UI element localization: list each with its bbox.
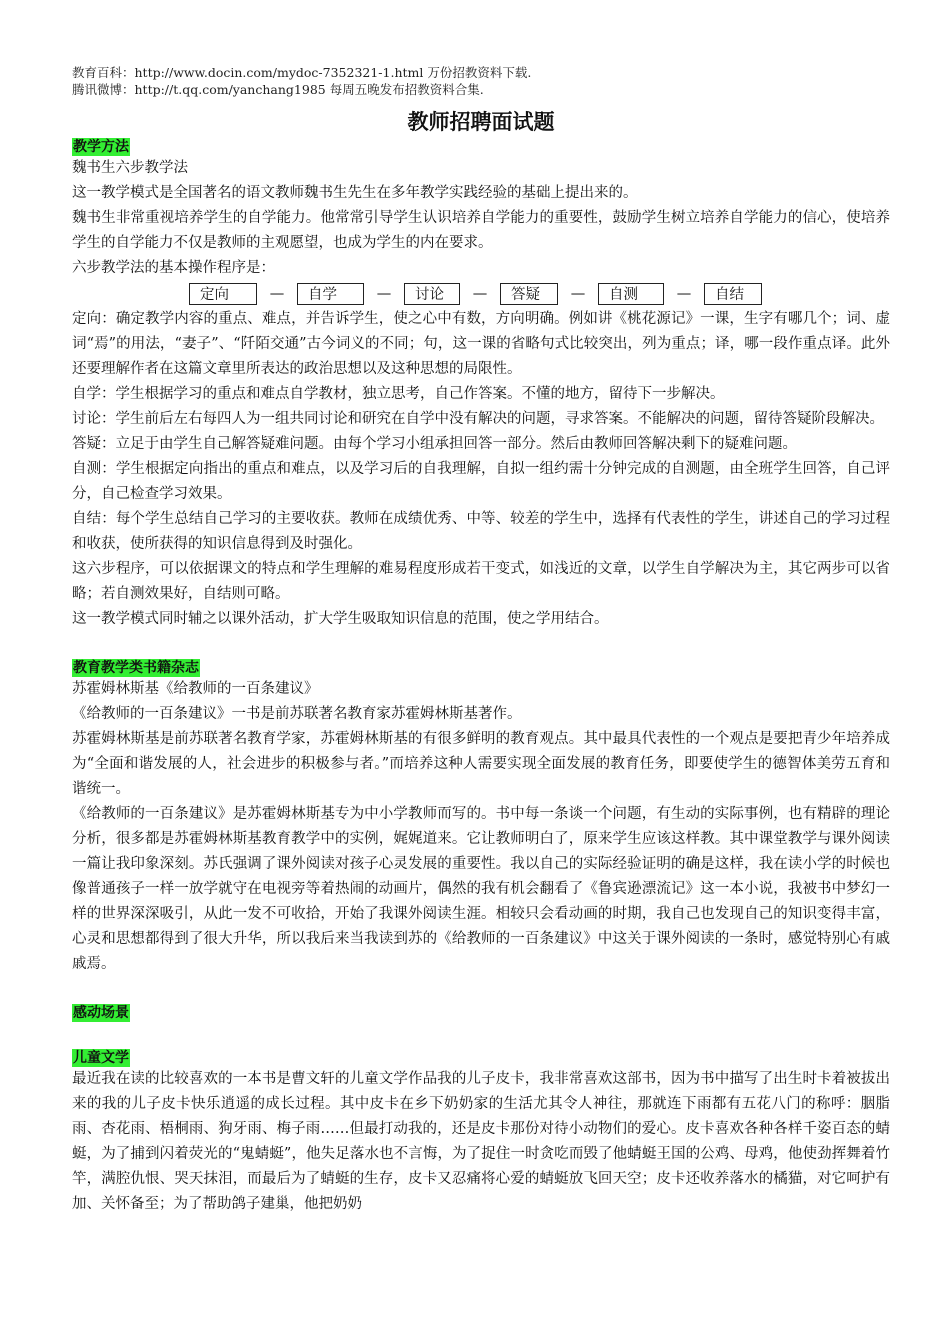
- paragraph: 《给教师的一百条建议》是苏霍姆林斯基专为中小学教师而写的。书中每一条谈一个问题，有生动的实际事例，也有精辟的理论分析，很多都是苏霍姆林斯基教育教学中的实例，娓娓道来。它让教师明白了，原来学生应该这样教。其中课堂教学与课外阅读一篇让我印象深刻。苏氏强调了课外阅读对孩子心灵发展的重要性。我以自己的实际经验证明的确是这样，我在读小学的时候也像普通孩子一样一放学就守在电视旁等着热闹的动画片，偶然的我有机会翻看了《鲁宾逊漂流记》这一本小说，我被书中梦幻一样的世界深深吸引，从此一发不可收拾，开始了我课外阅读生涯。相较只会看动画的时期，我自己也发现自己的知识变得丰富，心灵和思想都得到了很大升华，所以我后来当我读到苏的《给教师的一百条建议》中这关于课外阅读的一条时，感觉特别心有戚戚焉。: [72, 806, 890, 972]
- section-teaching-method: [72, 136, 890, 632]
- header-line-weibo: 腾讯微博：http://t.qq.com/yanchang1985 每周五晚发布招教资料合集.: [72, 82, 484, 97]
- paragraph: 苏霍姆林斯基是前苏联著名教育学家，苏霍姆林斯基的有很多鲜明的教育观点。其中最具代表性的一个观点是要把青少年培养成为“全面和谐发展的人，社会进步的积极参与者。”而培养这种人需要实现全面发展的教育任务，即要使学生的德智体美劳五育和谐统一。: [72, 731, 890, 797]
- step-arrow: —: [570, 286, 586, 302]
- section-heading-moving-scenes: 感动场景: [73, 1005, 129, 1021]
- paragraph: 答疑：立足于由学生自己解答疑难问题。由每个学习小组承担回答一部分。然后由教师回答解决剩下的疑难问题。: [72, 436, 797, 452]
- step-box-4: 答疑: [500, 283, 558, 305]
- section-books: [72, 657, 890, 977]
- paragraph: 这一教学模式是全国著名的语文教师魏书生先生在多年教学实践经验的基础上提出来的。: [72, 185, 638, 201]
- step-arrow: —: [472, 286, 488, 302]
- step-box-6: 自结: [704, 283, 762, 305]
- paragraph: 六步教学法的基本操作程序是：: [72, 260, 275, 276]
- paragraph: 这六步程序，可以依据课文的特点和学生理解的难易程度形成若干变式，如浅近的文章，以学生自学解决为主，其它两步可以省略；若自测效果好，自结则可略。: [72, 561, 890, 602]
- step-arrow: —: [269, 286, 285, 302]
- step-arrow: —: [676, 286, 692, 302]
- paragraph: 最近我在读的比较喜欢的一本书是曹文轩的儿童文学作品我的儿子皮卡，我非常喜欢这部书，因为书中描写了出生时卡着被拔出来的我的儿子皮卡快乐逍遥的成长过程。其中皮卡在乡下奶奶家的生活尤其令人神往，那就连下雨都有五花八门的称呼：胭脂雨、杏花雨、梧桐雨、狗牙雨、梅子雨……但最打动我的，还是皮卡那份对待小动物们的爱心。皮卡喜欢各种各样千姿百态的蜻蜓，为了捕到闪着荧光的“鬼蜻蜓”，他失足落水也不言悔，为了捉住一时贪吃而毁了他蜻蜓王国的公鸡、母鸡，他使劲挥舞着竹竿，满腔仇恨、哭天抹泪，而最后为了蜻蜓的生存，皮卡又忍痛将心爱的蜻蜓放飞回天空；皮卡还收养落水的橘猫，对它呵护有加、关怀备至；为了帮助鸽子建巢，他把奶奶: [72, 1071, 890, 1212]
- section-heading-books: 教育教学类书籍杂志: [73, 660, 199, 676]
- section-children-literature: [72, 1047, 890, 1217]
- paragraph: 定向：确定教学内容的重点、难点，并告诉学生，使之心中有数，方向明确。例如讲《桃花源记》一课，生字有哪几个；词、虚词“焉”的用法，“妻子”、“阡陌交通”古今词义的不同；句，这一课的省略句式比较突出，列为重点；译，哪一段作重点译。此外还要理解作者在这篇文章里所表达的政治思想以及这种思想的局限性。: [72, 311, 890, 377]
- step-box-5: 自测: [598, 283, 664, 305]
- spacer: [72, 1022, 890, 1047]
- header-line-docin: 教育百科：http://www.docin.com/mydoc-7352321-1.html 万份招教资料下载.: [72, 65, 532, 80]
- paragraph: 魏书生六步教学法: [72, 160, 188, 176]
- paragraph: 这一教学模式同时辅之以课外活动，扩大学生吸取知识信息的范围，使之学用结合。: [72, 611, 609, 627]
- paragraph: 自学：学生根据学习的重点和难点自学教材，独立思考，自己作答案。不懂的地方，留待下一步解决。: [72, 386, 725, 402]
- paragraph: 魏书生非常重视培养学生的自学能力。他常常引导学生认识培养自学能力的重要性，鼓励学生树立培养自学能力的信心，使培养学生的自学能力不仅是教师的主观愿望，也成为学生的内在要求。: [72, 210, 890, 251]
- paragraph: 苏霍姆林斯基《给教师的一百条建议》: [72, 681, 319, 697]
- section-heading-teaching-method: 教学方法: [73, 139, 129, 155]
- section-moving-scenes: [72, 1002, 890, 1022]
- step-box-1: 定向: [189, 283, 257, 305]
- spacer: [72, 977, 890, 1002]
- six-step-flow: [189, 282, 890, 306]
- step-box-2: 自学: [297, 283, 364, 305]
- paragraph: 自结：每个学生总结自己学习的主要收获。教师在成绩优秀、中等、较差的学生中，选择有代表性的学生，讲述自己的学习过程和收获，使所获得的知识信息得到及时强化。: [72, 511, 890, 552]
- step-arrow: —: [376, 286, 392, 302]
- document-title: 教师招聘面试题: [407, 109, 555, 134]
- paragraph: 《给教师的一百条建议》一书是前苏联著名教育家苏霍姆林斯基著作。: [72, 706, 522, 722]
- document-page: [72, 64, 890, 1217]
- spacer: [72, 632, 890, 657]
- paragraph: 讨论：学生前后左右每四人为一组共同讨论和研究在自学中没有解决的问题，寻求答案。不能解决的问题，留待答疑阶段解决。: [72, 411, 884, 427]
- section-heading-children-literature: 儿童文学: [73, 1050, 129, 1066]
- step-box-3: 讨论: [404, 283, 460, 305]
- paragraph: 自测：学生根据定向指出的重点和难点，以及学习后的自我理解，自拟一组约需十分钟完成的自测题，由全班学生回答，自己评分，自己检查学习效果。: [72, 461, 890, 502]
